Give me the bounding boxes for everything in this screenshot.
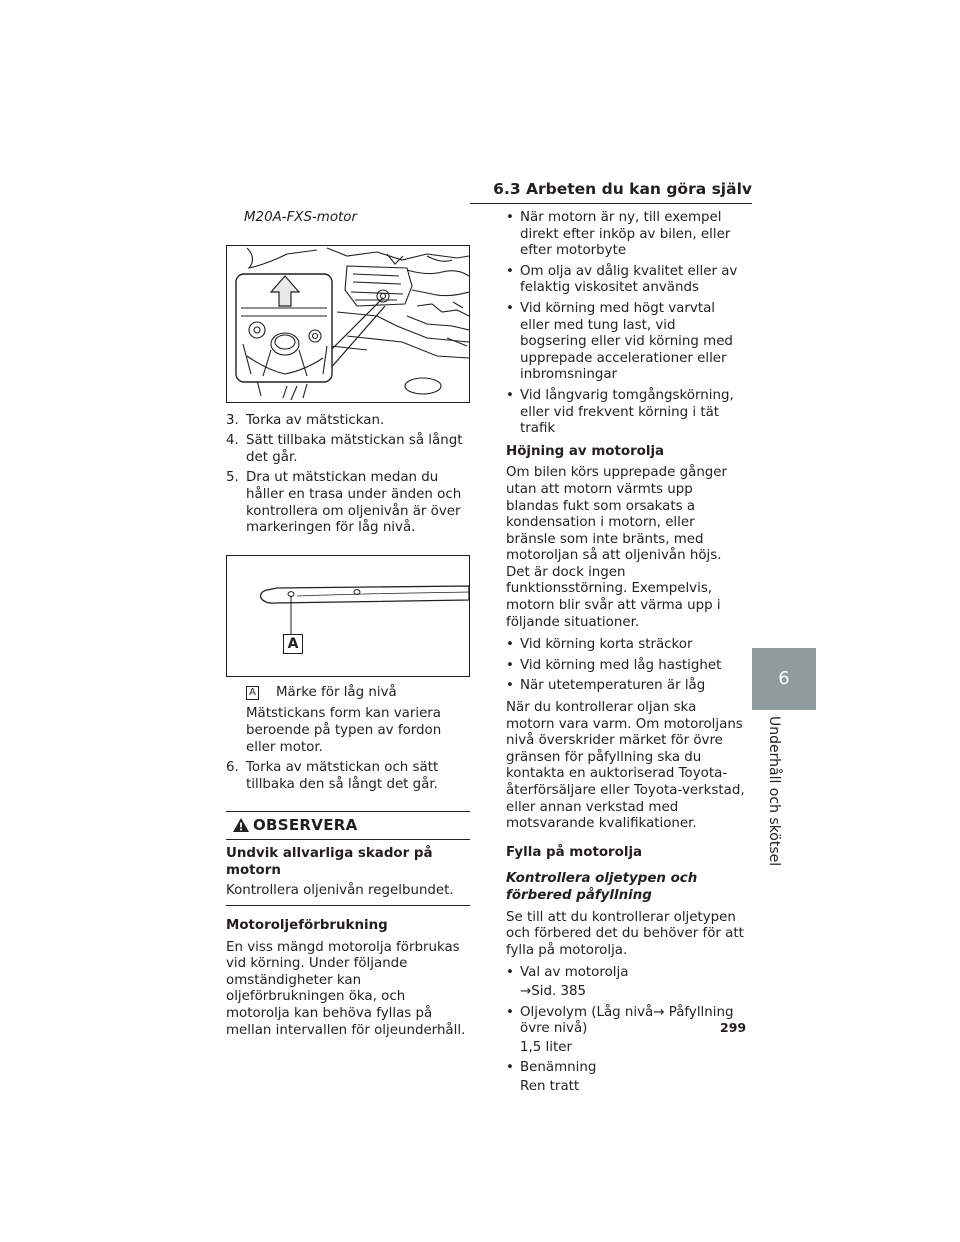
right-column: [506, 204, 746, 1096]
step-5: 5. Dra ut mätstickan medan du håller en trasa under änden och kontrollera om oljenivån är över markeringen för låg nivå.: [226, 470, 462, 536]
consumption-heading: Motoroljeförbrukning: [226, 918, 388, 934]
list-item: • Benämning: [506, 1060, 597, 1076]
dipstick-note: Mätstickans form kan variera beroende på typen av fordon eller motor.: [246, 706, 442, 755]
page-reference-link[interactable]: →Sid. 385: [520, 983, 587, 999]
raise-text: Om bilen körs upprepade gånger utan att motorn värmts upp blandas fukt som orsakats a kondensation i motorn, eller bränsle som inte bränts, med motoroljan så att oljenivån höjs. Det är dock ingen funktionsstörning. Exempelvis, motorn blir svår att värma upp i följande situationer.: [506, 465, 728, 630]
section-title: 6.3 Arbeten du kan göra själv: [493, 180, 752, 198]
engine-caption: M20A-FXS-motor: [244, 210, 357, 225]
left-column: [226, 204, 470, 1039]
section-header: [470, 178, 816, 204]
step-4: 4. Sätt tillbaka mätstickan så långt det går.: [226, 433, 463, 465]
notice-box: [226, 811, 470, 906]
chapter-label-wrap: [764, 716, 784, 867]
notice-subtitle: Undvik allvarliga skador på motorn: [226, 846, 433, 878]
page-number: 299: [720, 1020, 747, 1035]
list-item: • Val av motorolja: [506, 965, 629, 981]
notice-title: OBSERVERA: [253, 816, 358, 835]
oil-volume: 1,5 liter: [520, 1039, 572, 1055]
check-text: När du kontrollerar oljan ska motorn vara varm. Om motoroljans nivå överskrider märket för övre gränsen för påfyllning ska du kontakta en auktoriserad Toyota-återförsäljare eller Toyota-verkstad, eller annan verkstad med motsvarande kvalifikationer.: [506, 700, 745, 832]
warning-icon: [232, 817, 250, 833]
figure-callout-a: A: [283, 634, 303, 654]
item-name: Ren tratt: [520, 1078, 580, 1094]
fill-heading: Fylla på motorolja: [506, 844, 643, 860]
bullets-consumption: [506, 210, 746, 438]
engine-illustration: [227, 246, 469, 402]
list-item: • Vid långvarig tomgångskörning, eller vid frekvent körning i tät trafik: [506, 387, 734, 437]
fill-text: Se till att du kontrollerar oljetypen och förbered det du behöver för att fylla på motorolja.: [506, 909, 744, 958]
bullets-raise: [506, 637, 746, 695]
raise-heading: Höjning av motorolja: [506, 443, 665, 459]
chapter-tab[interactable]: [752, 648, 816, 710]
fill-subheading: Kontrollera oljetypen och förbered påfyllning: [506, 871, 698, 903]
list-item: • Vid körning med låg hastighet: [506, 657, 722, 673]
legend-a: [246, 685, 470, 702]
list-item: • Oljevolym (Låg nivå→ Påfyllning övre nivå): [506, 1004, 734, 1037]
dipstick-illustration: [227, 556, 469, 676]
list-item: • Vid körning med högt varvtal eller med tung last, vid bogsering eller vid körning med upprepade accelerationer eller inbromsningar: [506, 300, 733, 383]
step-3: 3. Torka av mätstickan.: [226, 412, 385, 428]
step-6: 6. Torka av mätstickan och sätt tillbaka den så långt det går.: [226, 760, 439, 792]
list-item: • När motorn är ny, till exempel direkt efter inköp av bilen, eller efter motorbyte: [506, 210, 731, 259]
engine-figure: [226, 245, 470, 403]
chapter-label: Underhåll och skötsel: [766, 716, 782, 867]
list-item: • När utetemperaturen är låg: [506, 678, 706, 694]
legend-key-a: A: [246, 686, 259, 700]
list-item: • Om olja av dålig kvalitet eller av felaktig viskositet används: [506, 263, 738, 296]
chapter-number: 6: [778, 668, 790, 689]
consumption-text: En viss mängd motorolja förbrukas vid körning. Under följande omständigheter kan oljeförbrukningen öka, och motorolja kan behöva fyllas på mellan intervallen för oljeunderhåll.: [226, 939, 466, 1038]
notice-body: Kontrollera oljenivån regelbundet.: [226, 882, 454, 898]
list-item: • Vid körning korta sträckor: [506, 637, 693, 653]
legend-text: Märke för låg nivå: [276, 684, 397, 700]
dipstick-figure: [226, 555, 470, 677]
bullets-fill: [506, 965, 746, 1095]
notice-rule: [226, 839, 470, 840]
